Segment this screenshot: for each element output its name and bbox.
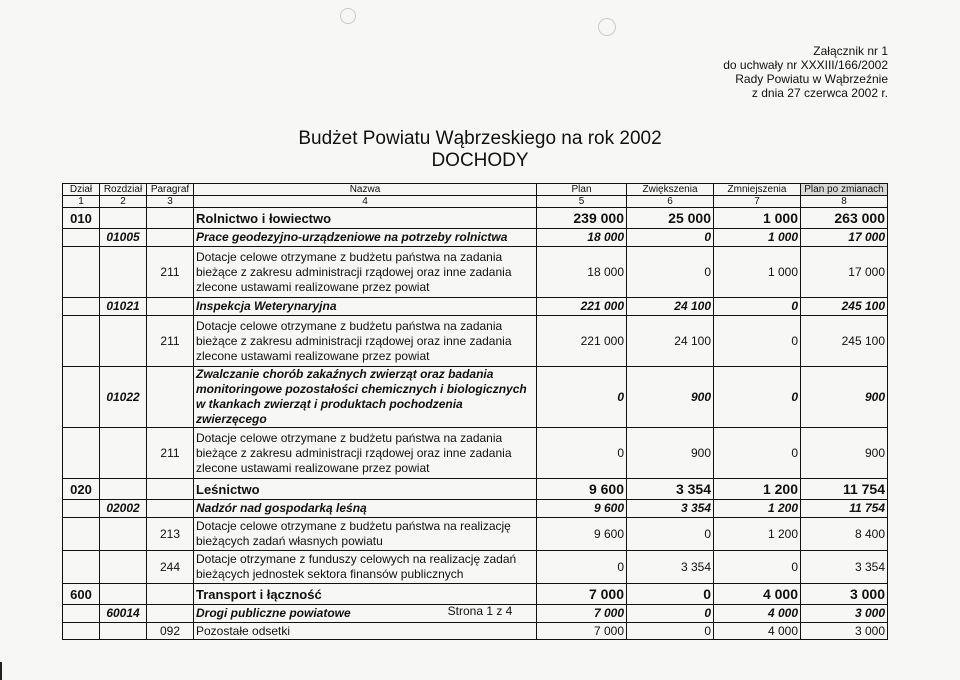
cell-paragraf [147,584,194,605]
cell-zwiekszenia: 0 [627,518,714,551]
cell-zwiekszenia: 0 [627,247,714,298]
cell-dzial [63,367,100,428]
cell-plan-po-zmianach: 900 [801,367,888,428]
cell-zmniejszenia: 0 [714,298,801,316]
scan-edge-mark [0,662,2,680]
header-cell: Zwiększenia [627,184,714,196]
table-row [63,229,888,247]
header-cell: Dział [63,184,100,196]
cell-zwiekszenia: 3 354 [627,500,714,518]
cell-zmniejszenia: 1 000 [714,229,801,247]
table-row [63,208,888,229]
cell-nazwa: Dotacje celowe otrzymane z budżetu państwa na realizację bieżących zadań własnych powiatu [194,518,537,551]
cell-nazwa: Dotacje otrzymane z funduszy celowych na realizację zadań bieżących jednostek sektora finansów publicznych [194,551,537,584]
cell-rozdzial: 01021 [100,298,147,316]
cell-rozdzial [100,584,147,605]
cell-rozdzial: 60014 [100,605,147,623]
cell-rozdzial: 01022 [100,367,147,428]
annex-line: z dnia 27 czerwca 2002 r. [751,86,888,100]
cell-dzial [63,229,100,247]
table-row [63,518,888,551]
annex-note [723,44,888,100]
cell-zwiekszenia: 24 100 [627,298,714,316]
header-cell: Plan [537,184,627,196]
cell-zwiekszenia: 3 354 [627,479,714,500]
cell-plan-po-zmianach: 245 100 [801,298,888,316]
cell-plan-po-zmianach: 11 754 [801,479,888,500]
cell-dzial [63,316,100,367]
cell-plan-po-zmianach: 8 400 [801,518,888,551]
cell-paragraf: 211 [147,316,194,367]
cell-plan: 9 600 [537,479,627,500]
cell-paragraf: 211 [147,428,194,479]
col-number: 1 [63,196,100,208]
cell-dzial [63,247,100,298]
table-row [63,500,888,518]
cell-dzial [63,428,100,479]
cell-zwiekszenia: 900 [627,367,714,428]
cell-dzial: 600 [63,584,100,605]
annex-line: do uchwały nr XXXIII/166/2002 [723,58,888,72]
cell-nazwa: Pozostałe odsetki [194,623,537,640]
cell-rozdzial [100,479,147,500]
cell-dzial: 020 [63,479,100,500]
scan-speck [598,18,616,36]
cell-nazwa: Dotacje celowe otrzymane z budżetu państwa na zadania bieżące z zakresu administracji rządowej oraz inne zadania zlecone ustawami realizowane przez powiat [194,428,537,479]
cell-nazwa: Dotacje celowe otrzymane z budżetu państwa na zadania bieżące z zakresu administracji rządowej oraz inne zadania zlecone ustawami realizowane przez powiat [194,247,537,298]
table-row [63,247,888,298]
cell-zmniejszenia: 1 200 [714,518,801,551]
col-number: 4 [194,196,537,208]
cell-plan: 0 [537,367,627,428]
cell-paragraf [147,479,194,500]
cell-paragraf [147,208,194,229]
cell-zmniejszenia: 4 000 [714,605,801,623]
table-row [63,298,888,316]
cell-rozdzial [100,208,147,229]
cell-rozdzial [100,551,147,584]
cell-plan-po-zmianach: 3 000 [801,605,888,623]
cell-dzial [63,298,100,316]
cell-plan-po-zmianach: 3 000 [801,584,888,605]
cell-paragraf [147,500,194,518]
cell-dzial [63,500,100,518]
cell-rozdzial [100,428,147,479]
page-title: Budżet Powiatu Wąbrzeskiego na rok 2002 [298,128,662,149]
col-number: 7 [714,196,801,208]
cell-zwiekszenia: 0 [627,229,714,247]
cell-zmniejszenia: 1 200 [714,479,801,500]
cell-plan: 7 000 [537,584,627,605]
cell-rozdzial: 02002 [100,500,147,518]
column-number-row [63,196,888,208]
budget-table [62,183,888,640]
annex-line: Załącznik nr 1 [813,44,888,58]
cell-rozdzial [100,518,147,551]
col-number: 3 [147,196,194,208]
cell-zwiekszenia: 0 [627,584,714,605]
cell-zwiekszenia: 25 000 [627,208,714,229]
cell-plan-po-zmianach: 900 [801,428,888,479]
cell-nazwa: Zwalczanie chorób zakaźnych zwierząt oraz badania monitoringowe pozostałości chemicznych i biologicznych w tkankach zwierząt i produktach pochodzenia zwierzęcego [194,367,537,428]
header-row [63,184,888,196]
scan-speck [340,8,356,24]
cell-nazwa: Nadzór nad gospodarką leśną [194,500,537,518]
cell-zwiekszenia: 3 354 [627,551,714,584]
page-subtitle: DOCHODY [431,150,529,171]
cell-plan: 18 000 [537,229,627,247]
cell-plan: 0 [537,428,627,479]
table-row [63,316,888,367]
col-number: 2 [100,196,147,208]
cell-plan: 7 000 [537,605,627,623]
cell-plan-po-zmianach: 3 354 [801,551,888,584]
cell-nazwa: Transport i łączność [194,584,537,605]
cell-rozdzial [100,623,147,640]
cell-paragraf [147,367,194,428]
cell-plan-po-zmianach: 245 100 [801,316,888,367]
cell-nazwa: Leśnictwo [194,479,537,500]
cell-zwiekszenia: 24 100 [627,316,714,367]
cell-paragraf: 244 [147,551,194,584]
cell-paragraf: 213 [147,518,194,551]
cell-plan: 9 600 [537,500,627,518]
cell-plan: 239 000 [537,208,627,229]
annex-line: Rady Powiatu w Wąbrzeźnie [735,72,888,86]
table-row [63,367,888,428]
cell-zmniejszenia: 0 [714,367,801,428]
header-cell: Plan po zmianach [801,184,888,196]
cell-rozdzial: 01005 [100,229,147,247]
cell-zmniejszenia: 0 [714,428,801,479]
cell-dzial [63,623,100,640]
cell-zwiekszenia: 0 [627,605,714,623]
page-number: Strona 1 z 4 [447,604,513,618]
cell-nazwa: Rolnictwo i łowiectwo [194,208,537,229]
cell-plan-po-zmianach: 263 000 [801,208,888,229]
header-cell: Nazwa [194,184,537,196]
cell-plan-po-zmianach: 17 000 [801,247,888,298]
cell-nazwa: Dotacje celowe otrzymane z budżetu państwa na zadania bieżące z zakresu administracji rządowej oraz inne zadania zlecone ustawami realizowane przez powiat [194,316,537,367]
cell-zmniejszenia: 4 000 [714,623,801,640]
table-row [63,551,888,584]
cell-paragraf [147,298,194,316]
cell-plan: 221 000 [537,316,627,367]
cell-plan-po-zmianach: 17 000 [801,229,888,247]
cell-plan: 221 000 [537,298,627,316]
cell-plan: 9 600 [537,518,627,551]
table-row [63,479,888,500]
cell-plan: 0 [537,551,627,584]
table-row [63,428,888,479]
cell-nazwa: Prace geodezyjno-urządzeniowe na potrzeby rolnictwa [194,229,537,247]
col-number: 8 [801,196,888,208]
col-number: 6 [627,196,714,208]
table-body [63,208,888,640]
cell-rozdzial [100,316,147,367]
col-number: 5 [537,196,627,208]
cell-zmniejszenia: 0 [714,551,801,584]
header-cell: Paragraf [147,184,194,196]
cell-plan-po-zmianach: 11 754 [801,500,888,518]
cell-dzial [63,551,100,584]
cell-zmniejszenia: 1 000 [714,247,801,298]
cell-dzial [63,518,100,551]
cell-plan-po-zmianach: 3 000 [801,623,888,640]
cell-nazwa: Inspekcja Weterynaryjna [194,298,537,316]
header-cell: Zmniejszenia [714,184,801,196]
cell-rozdzial [100,247,147,298]
cell-zmniejszenia: 4 000 [714,584,801,605]
cell-zmniejszenia: 1 000 [714,208,801,229]
cell-dzial: 010 [63,208,100,229]
cell-plan: 18 000 [537,247,627,298]
cell-paragraf [147,229,194,247]
cell-nazwa: Drogi publiczne powiatowe [194,605,537,623]
cell-zwiekszenia: 0 [627,623,714,640]
cell-zmniejszenia: 0 [714,316,801,367]
table-row [63,584,888,605]
cell-zwiekszenia: 900 [627,428,714,479]
cell-paragraf: 092 [147,623,194,640]
table-row [63,623,888,640]
cell-paragraf: 211 [147,247,194,298]
cell-plan: 7 000 [537,623,627,640]
header-cell: Rozdział [100,184,147,196]
cell-zmniejszenia: 1 200 [714,500,801,518]
